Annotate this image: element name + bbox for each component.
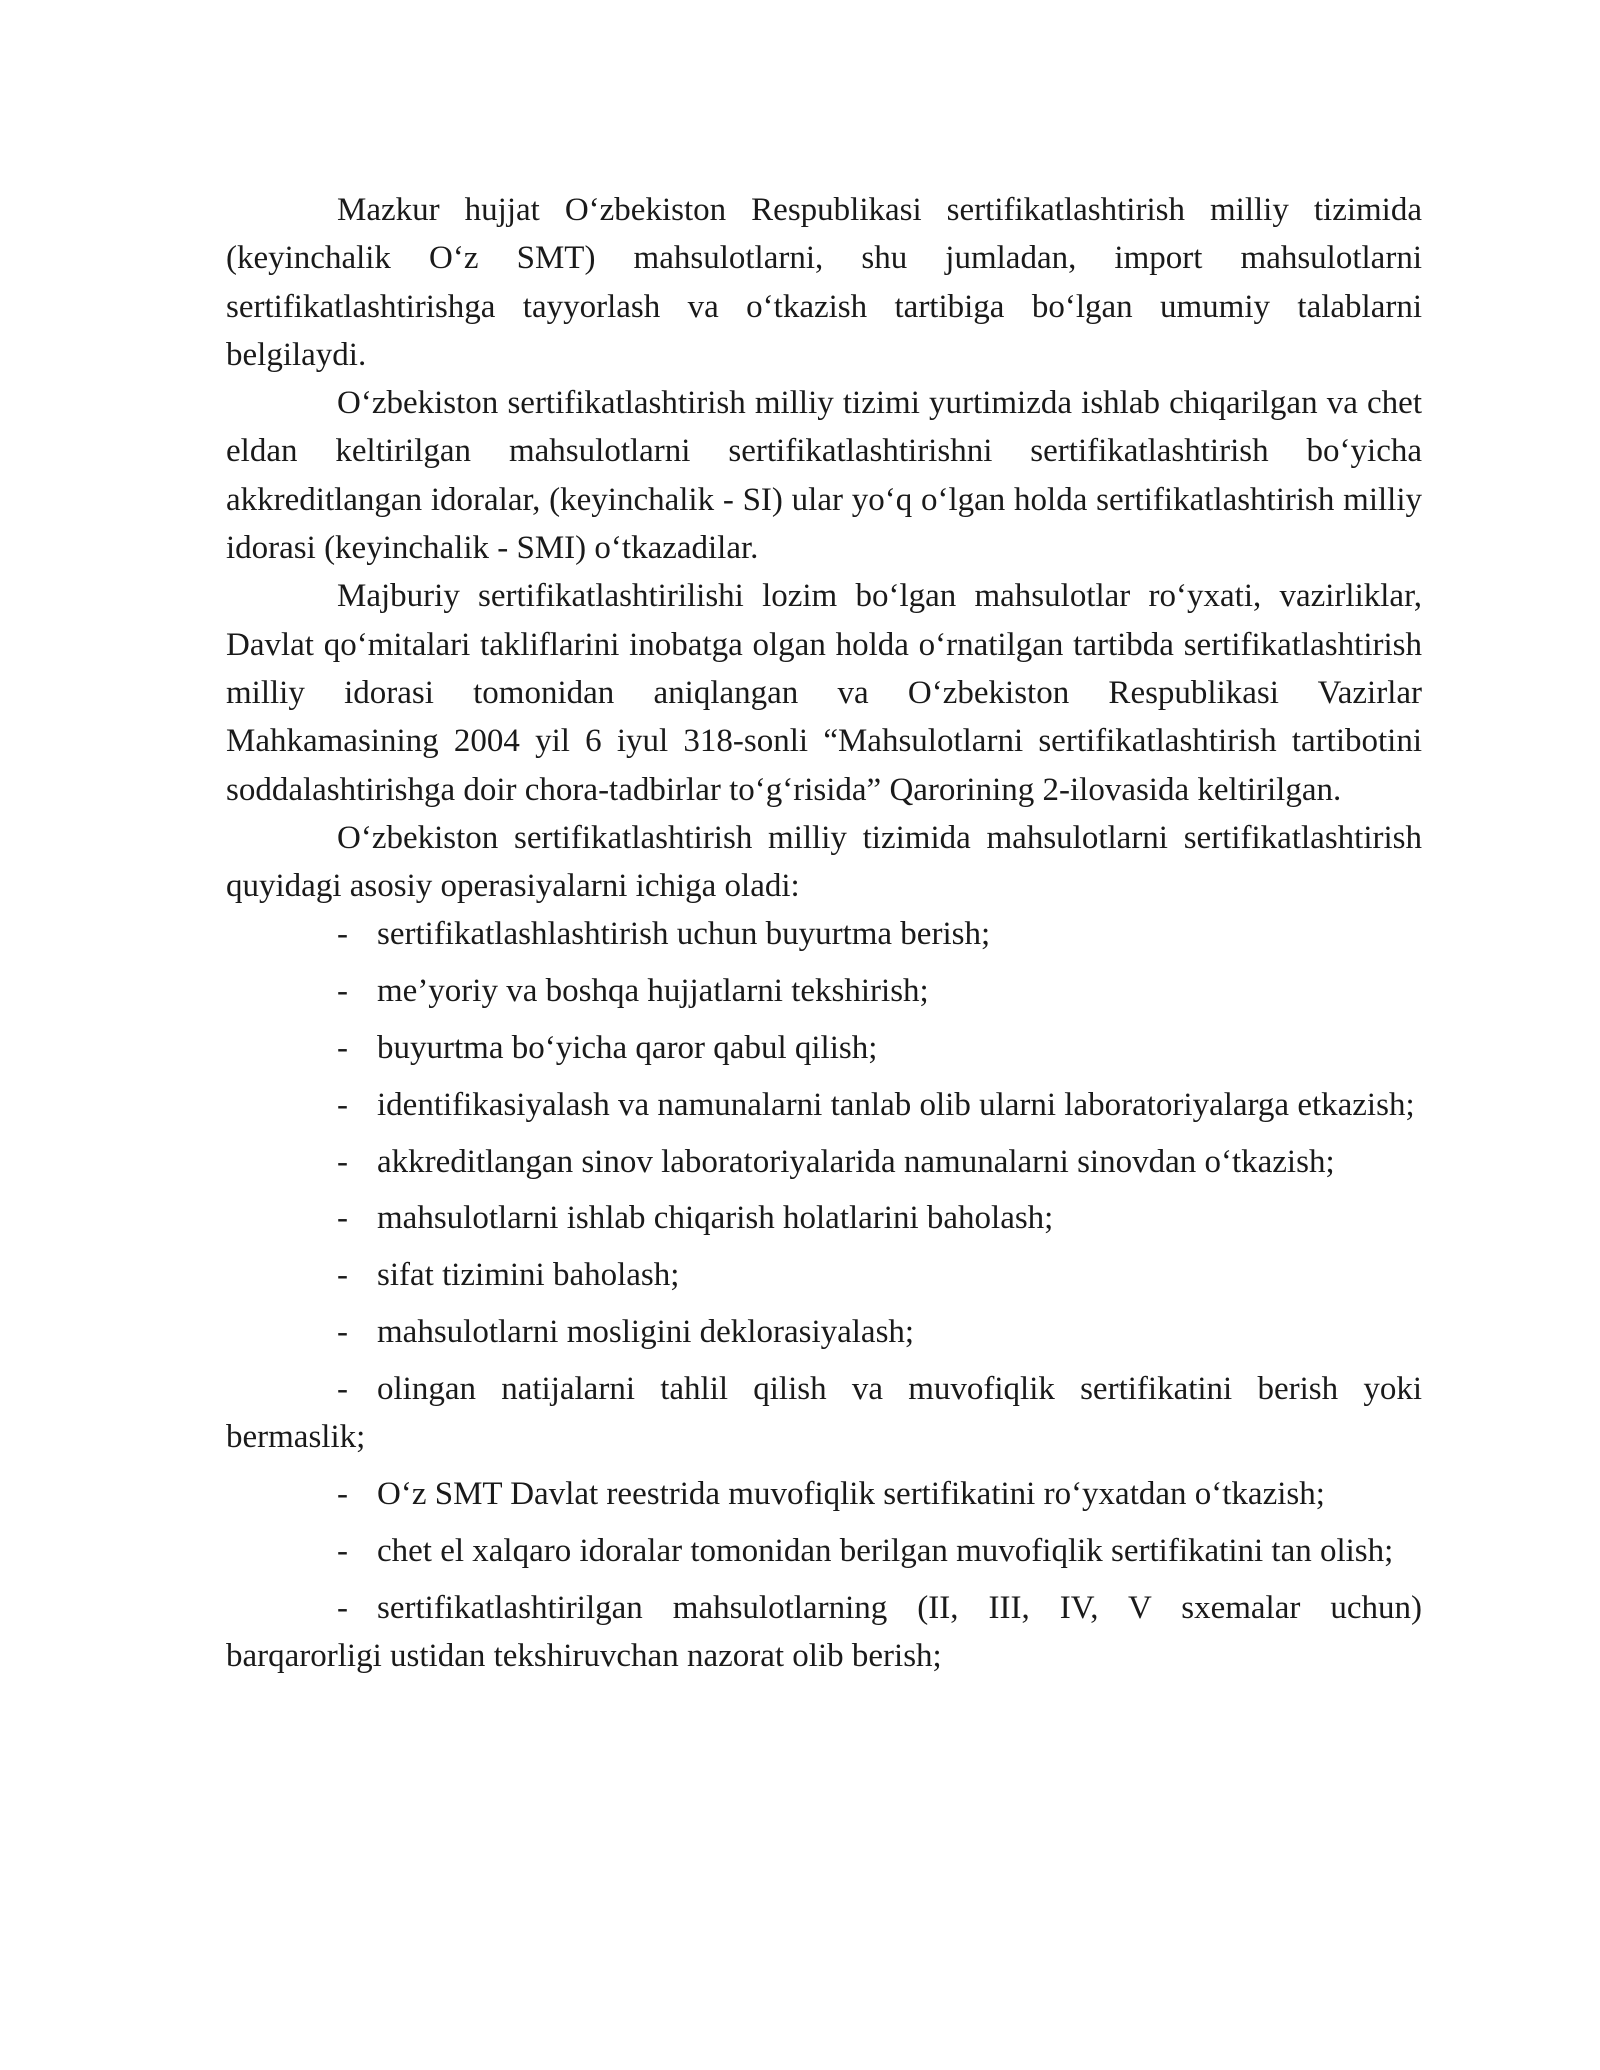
paragraph-intro: Mazkur hujjat O‘zbekiston Respublikasi sertifikatlashtirish milliy tizimida (keyinchalik O‘z SMT) mahsulotlarni, shu jumladan, import mahsulotlarni sertifikatlashtirishga tayyorlash va o‘tkazish tartibiga bo‘lgan umumiy talablarni belgilaydi. [226, 192, 1422, 373]
list-dash: - [337, 1257, 348, 1294]
list-dash: - [337, 1314, 348, 1351]
list-item [226, 1251, 1422, 1299]
list-item [226, 1584, 1422, 1681]
list-item-text: sertifikatlashtirilgan mahsulotlarning (II, III, IV, V sxemalar uchun) barqarorligi ustidan tekshiruvchan nazorat olib berish; [226, 1589, 1422, 1674]
list-dash: - [337, 1030, 348, 1067]
list-item [226, 910, 1422, 958]
list-item-text: me’yoriy va boshqa hujjatlarni tekshirish; [377, 973, 929, 1010]
list-dash: - [337, 1532, 348, 1569]
list-item [226, 1527, 1422, 1575]
list-dash: - [337, 1475, 348, 1512]
paragraph-operations-intro: O‘zbekiston sertifikatlashtirish milliy tizimida mahsulotlarni sertifikatlashtirish quyidagi asosiy operasiyalarni ichiga oladi: [226, 819, 1422, 905]
list-item-text: identifikasiyalash va namunalarni tanlab olib ularni laboratoriyalarga etkazish; [377, 1086, 1415, 1123]
list-item [226, 1138, 1422, 1186]
list-item-text: akkreditlangan sinov laboratoriyalarida namunalarni sinovdan o‘tkazish; [377, 1143, 1335, 1180]
list-item [226, 1470, 1422, 1518]
list-item-text: mahsulotlarni ishlab chiqarish holatlarini baholash; [377, 1200, 1054, 1237]
list-dash: - [337, 1200, 348, 1237]
list-dash: - [337, 1143, 348, 1180]
list-item-text: olingan natijalarni tahlil qilish va muvofiqlik sertifikatini berish yoki bermaslik; [226, 1370, 1422, 1456]
list-item-text: sifat tizimini baholash; [377, 1257, 680, 1294]
list-item [226, 1194, 1422, 1242]
list-item-text: sertifikatlashlashtirish uchun buyurtma berish; [377, 916, 991, 953]
list-item [226, 1308, 1422, 1356]
list-item [226, 967, 1422, 1015]
list-item-text: O‘z SMT Davlat reestrida muvofiqlik sertifikatini ro‘yxatdan o‘tkazish; [377, 1475, 1325, 1512]
operations-list [226, 910, 1422, 1680]
list-dash: - [337, 1589, 348, 1626]
list-dash: - [337, 916, 348, 953]
list-dash: - [337, 1086, 348, 1123]
list-item-text: mahsulotlarni mosligini deklorasiyalash; [377, 1314, 915, 1351]
paragraph-mandatory-list: Majburiy sertifikatlashtirilishi lozim bo‘lgan mahsulotlar ro‘yxati, vazirliklar, Davlat qo‘mitalari takliflarini inobatga olgan holda o‘rnatilgan tartibda sertifikatlashtirish milliy idorasi tomonidan aniqlangan va O‘zbekiston Respublikasi Vazirlar Mahkamasining 2004 yil 6 iyul 318-sonli “Mahsulotlarni sertifikatlashtirish tartibotini soddalashtirishga doir chora-tadbirlar to‘g‘risida” Qarorining 2-ilovasida keltirilgan. [226, 578, 1422, 808]
list-dash: - [337, 973, 348, 1010]
list-item-text: buyurtma bo‘yicha qaror qabul qilish; [377, 1030, 878, 1067]
list-item [226, 1365, 1422, 1462]
list-item [226, 1024, 1422, 1072]
list-item-text: chet el xalqaro idoralar tomonidan berilgan muvofiqlik sertifikatini tan olish; [377, 1532, 1394, 1569]
list-dash: - [337, 1370, 348, 1407]
document-page [226, 186, 1422, 1680]
paragraph-national-system: O‘zbekiston sertifikatlashtirish milliy tizimi yurtimizda ishlab chiqarilgan va chet eldan keltirilgan mahsulotlarni sertifikatlashtirishni sertifikatlashtirish bo‘yicha akkreditlangan idoralar, (keyinchalik - SI) ular yo‘q o‘lgan holda sertifikatlashtirish milliy idorasi (keyinchalik - SMI) o‘tkazadilar. [226, 385, 1422, 567]
list-item [226, 1081, 1422, 1129]
